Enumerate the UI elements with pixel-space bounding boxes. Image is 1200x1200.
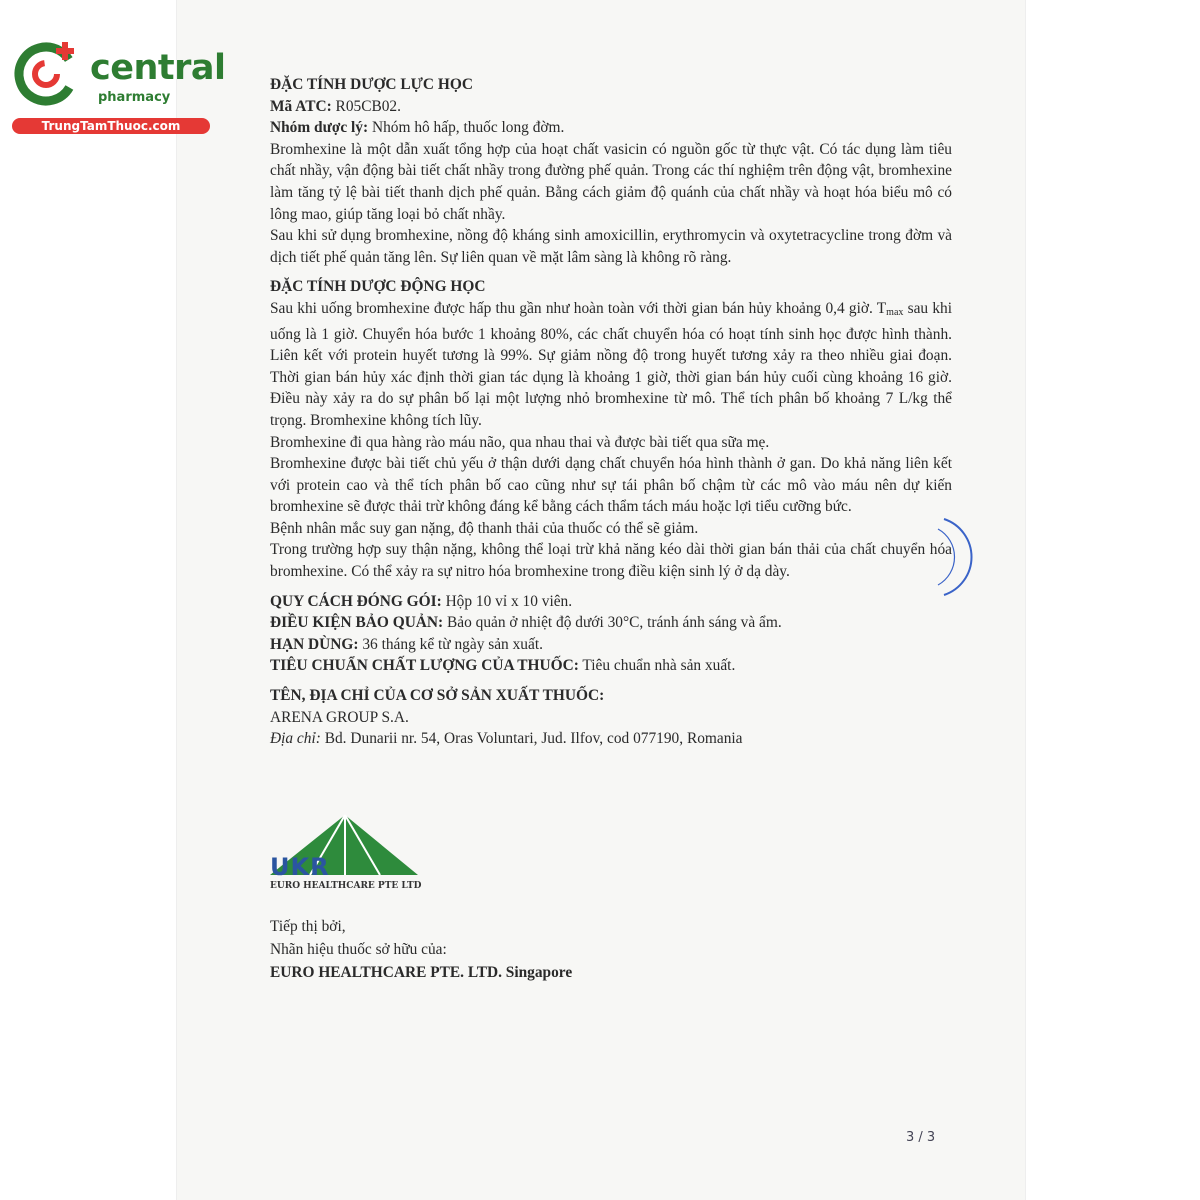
standard-line (270, 655, 952, 677)
company-stamp (936, 515, 996, 599)
pharmacokinetics-title: ĐẶC TÍNH DƯỢC ĐỘNG HỌC (270, 278, 486, 296)
pharmacodynamics-title: ĐẶC TÍNH DƯỢC LỰC HỌC (270, 76, 473, 93)
standard-label: TIÊU CHUẨN CHẤT LƯỢNG CỦA THUỐC: (270, 657, 579, 675)
pk-text-a: Sau khi uống bromhexine được hấp thu gần như hoàn toàn với thời gian bán hủy khoảng 0,4 giờ. T (270, 299, 887, 317)
logo-url-badge: TrungTamThuoc.com (12, 118, 210, 134)
group-line (270, 117, 952, 139)
atc-value: R05CB02. (331, 97, 401, 115)
address-value: Bd. Dunarii nr. 54, Oras Voluntari, Jud. Ilfov, cod 077190, Romania (320, 730, 743, 748)
ukr-caption: EURO HEALTHCARE PTE LTD (270, 881, 422, 891)
packaging-label: QUY CÁCH ĐÓNG GÓI: (270, 592, 442, 610)
ukr-logo (270, 813, 430, 895)
pharmacodynamics-paragraph-1: Bromhexine là một dẫn xuất tổng hợp của hoạt chất vasicin có nguồn gốc từ thực vật. Có tác dụng làm tiêu chất nhầy, vận động bài tiết chất nhầy trong đường phế quản. Trong các thí nghiệm trên động vật, bromhexine làm tăng tỷ lệ bài tiết thanh dịch phế quản. Bằng cách giảm độ quánh của chất nhầy và hoạt hóa biểu mô có lông mao, giúp tăng loại bỏ chất nhầy. (270, 140, 952, 223)
pharmacokinetics-paragraph-4: Bệnh nhân mắc suy gan nặng, độ thanh thải của thuốc có thể sẽ giảm. (270, 519, 699, 537)
pharmacokinetics-paragraph-1 (270, 298, 952, 432)
group-label: Nhóm dược lý: (270, 119, 369, 137)
logo-brand-text: central (90, 48, 226, 88)
packaging-value: Hộp 10 vỉ x 10 viên. (441, 592, 573, 610)
shelf-life-line (270, 634, 952, 656)
central-pharmacy-logo (10, 38, 226, 138)
storage-label: ĐIỀU KIỆN BẢO QUẢN: (270, 614, 444, 632)
packaging-line (270, 591, 952, 613)
standard-value: Tiêu chuẩn nhà sản xuất. (578, 657, 736, 675)
pharmacodynamics-paragraph-2: Sau khi sử dụng bromhexine, nồng độ kháng sinh amoxicillin, erythromycin và oxytetracycline trong đờm và dịch tiết phế quản tăng lên. Sự liên quan về mặt lâm sàng là không rõ ràng. (270, 227, 952, 266)
atc-line (270, 96, 952, 118)
footer-line-2: Nhãn hiệu thuốc sở hữu của: (270, 941, 447, 958)
atc-label: Mã ATC: (270, 97, 332, 115)
storage-value: Bảo quản ở nhiệt độ dưới 30°C, tránh ánh sáng và ẩm. (443, 614, 782, 632)
pharmacokinetics-paragraph-5: Trong trường hợp suy thận nặng, không thể loại trừ khả năng kéo dài thời gian bán thải của chất chuyển hóa bromhexine. Có thể xảy ra sự nitro hóa bromhexine trong điều kiện sinh lý ở dạ dày. (270, 541, 952, 581)
pharmacokinetics-paragraph-2: Bromhexine đi qua hàng rào máu não, qua nhau thai và được bài tiết qua sữa mẹ. (270, 433, 770, 451)
manufacturer-name: ARENA GROUP S.A. (270, 708, 409, 726)
footer-line-1: Tiếp thị bởi, (270, 918, 346, 935)
pk-text-b: sau khi uống là 1 giờ. Chuyển hóa bước 1 khoảng 80%, các chất chuyển hóa có hoạt tính sinh học được hình thành. Liên kết với protein huyết tương là 99%. Sự giảm nồng độ trong huyết tương xảy ra theo nhiều giai đoạn. Thời gian bán hủy xác định thời gian tác dụng là khoảng 1 giờ, thời gian bán hủy cuối cùng khoảng 16 giờ. Điều này xảy ra do sự phân bố lại một lượng nhỏ bromhexine từ mô. Thể tích phân bố khoảng 7 L/kg thể trọng. Bromhexine không tích lũy. (270, 299, 952, 429)
group-value: Nhóm hô hấp, thuốc long đờm. (368, 119, 565, 137)
document-body (270, 74, 952, 750)
page-number: 3 / 3 (906, 1130, 936, 1145)
pharmacy-cross-icon (10, 38, 90, 118)
storage-line (270, 612, 952, 634)
pharmacokinetics-paragraph-3: Bromhexine được bài tiết chủ yếu ở thận dưới dạng chất chuyển hóa hình thành ở gan. Do khả năng liên kết với protein cao và thể tích phân bố cao cũng như sự tái phân bố chậm từ các mô vào máu nên dự kiến bromhexine sẽ được thải trừ không đáng kể bằng cách thẩm tách máu hoặc lợi tiểu cưỡng bức. (270, 455, 952, 516)
manufacturer-address (270, 728, 952, 750)
shelf-life-value: 36 tháng kể từ ngày sản xuất. (358, 635, 543, 653)
footer-line-3: EURO HEALTHCARE PTE. LTD. Singapore (270, 964, 573, 981)
ukr-letters: UKR (270, 853, 330, 881)
logo-sub-text: pharmacy (98, 90, 171, 105)
marketing-footer (270, 915, 572, 984)
shelf-life-label: HẠN DÙNG: (270, 635, 359, 653)
address-label: Địa chỉ: (270, 730, 321, 748)
manufacturer-title: TÊN, ĐỊA CHỈ CỦA CƠ SỞ SẢN XUẤT THUỐC: (270, 687, 605, 705)
tmax-subscript: max (886, 306, 904, 318)
